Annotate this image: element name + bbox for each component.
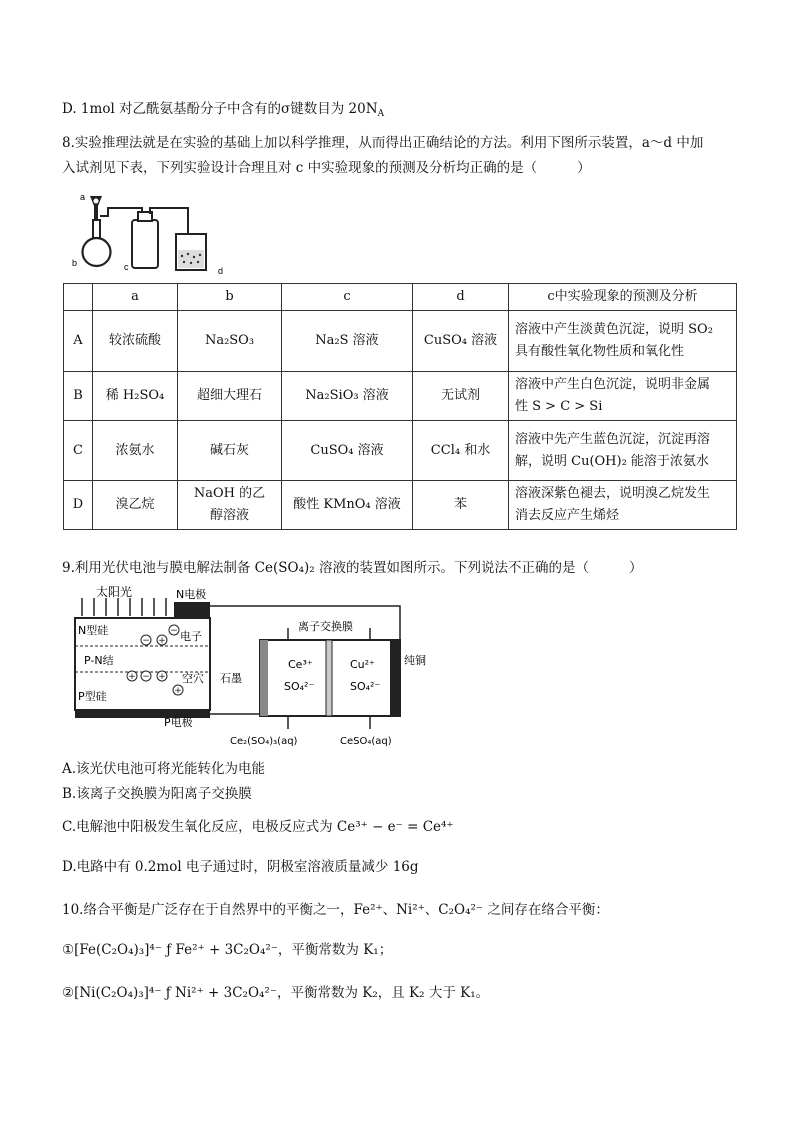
q9-option-b: B.该离子交换膜为阳离子交换膜 (62, 786, 252, 802)
row-option: D (64, 481, 93, 530)
cell-b: Na₂SO₃ (178, 311, 282, 372)
q8-stem-line2 (62, 156, 591, 176)
hole-label: 空穴 (182, 672, 204, 685)
cell-a: 稀 H₂SO₄ (93, 372, 178, 421)
header-b: b (178, 284, 282, 311)
cell-b: NaOH 的乙 醇溶液 (178, 481, 282, 530)
label-a: a (80, 192, 86, 202)
graphite-electrode (260, 640, 268, 716)
q9-stem (62, 556, 642, 576)
gas-washing-bottle (132, 220, 158, 268)
cu-ion-label: Cu²⁺ (350, 658, 375, 671)
cell-c: Na₂S 溶液 (282, 311, 413, 372)
cell-b: 碱石灰 (178, 421, 282, 481)
q7-option-d-text: D. 1mol 对乙酰氨基酚分子中含有的σ键数目为 20N (62, 101, 378, 117)
p-si-label: P型硅 (78, 690, 107, 703)
cell-c: CuSO₄ 溶液 (282, 421, 413, 481)
cell-a: 溴乙烷 (93, 481, 178, 530)
cell-analysis: 溶液中产生淡黄色沉淀，说明 SO₂ 具有酸性氧化物性质和氧化性 (509, 311, 737, 372)
cell-a: 浓氨水 (93, 421, 178, 481)
n-electrode-label: N电极 (176, 588, 207, 601)
header-c: c (282, 284, 413, 311)
cell-c: 酸性 KMnO₄ 溶液 (282, 481, 413, 530)
q10-equation-2: ②[Ni(C₂O₄)₃]⁴⁻ ƒ Ni²⁺ + 3C₂O₄²⁻，平衡常数为 K₂，且 K₂ 大于 K₁。 (62, 985, 490, 1001)
ion-exchange-membrane (326, 640, 332, 716)
cell-a: 较浓硫酸 (93, 311, 178, 372)
cell-analysis: 溶液中产生白色沉淀，说明非金属 性 S > C > Si (509, 372, 737, 421)
svg-text:+: + (128, 672, 136, 682)
table-header-row (64, 284, 737, 311)
flask-neck (93, 220, 100, 238)
label-c: c (124, 262, 129, 272)
q9-option-d: D.电路中有 0.2mol 电子通过时，阴极室溶液质量减少 16g (62, 859, 419, 875)
svg-text:+: + (158, 672, 166, 682)
cell-c: Na₂SiO₃ 溶液 (282, 372, 413, 421)
inlet-right-label: CeSO₄(aq) (340, 736, 392, 747)
cell-d: CCl₄ 和水 (413, 421, 509, 481)
round-bottom-flask (83, 238, 111, 266)
q8-apparatus-diagram (70, 186, 240, 276)
svg-text:−: − (142, 672, 150, 682)
svg-text:+: + (174, 686, 182, 696)
copper-label: 纯铜 (404, 654, 426, 667)
q9-option-a: A.该光伏电池可将光能转化为电能 (62, 761, 266, 777)
q10-equation-1: ①[Fe(C₂O₄)₃]⁴⁻ ƒ Fe²⁺ + 3C₂O₄²⁻，平衡常数为 K₁； (62, 942, 393, 958)
q8-reagent-table (63, 283, 737, 530)
sunlight-label: 太阳光 (96, 585, 133, 599)
electron-label: 电子 (180, 630, 202, 643)
q9-electrolysis-diagram (70, 584, 426, 749)
cell-d: 苯 (413, 481, 509, 530)
label-b: b (72, 258, 78, 268)
table-row (64, 311, 737, 372)
svg-text:+: + (158, 636, 166, 646)
header-d: d (413, 284, 509, 311)
membrane-label: 离子交换膜 (298, 620, 353, 633)
row-option: A (64, 311, 93, 372)
cell-analysis: 溶液深紫色褪去，说明溴乙烷发生 消去反应产生烯烃 (509, 481, 737, 530)
table-row (64, 372, 737, 421)
cell-d: CuSO₄ 溶液 (413, 311, 509, 372)
header-analysis: c中实验现象的预测及分析 (509, 284, 737, 311)
so4-left-label: SO₄²⁻ (284, 680, 315, 693)
p-electrode-label: P电极 (164, 716, 193, 729)
q7-option-d-sub: A (377, 109, 385, 119)
q8-stem-line1: 8.实验推理法就是在实验的基础上加以科学推理，从而得出正确结论的方法。利用下图所示装置，a～d 中加 (62, 135, 704, 151)
graphite-label: 石墨 (220, 672, 242, 685)
table-row (64, 421, 737, 481)
q7-option-d (62, 97, 384, 119)
so4-right-label: SO₄²⁻ (350, 680, 381, 693)
label-d: d (218, 266, 224, 276)
row-option: C (64, 421, 93, 481)
cell-d: 无试剂 (413, 372, 509, 421)
cell-analysis: 溶液中先产生蓝色沉淀，沉淀再溶 解，说明 Cu(OH)₂ 能溶于浓氨水 (509, 421, 737, 481)
header-a: a (93, 284, 178, 311)
svg-text:−: − (142, 636, 150, 646)
inlet-left-label: Ce₂(SO₄)₃(aq) (230, 736, 298, 747)
q9-option-c: C.电解池中阳极发生氧化反应，电极反应式为 Ce³⁺ − e⁻ = Ce⁴⁺ (62, 819, 454, 835)
cell-b: 超细大理石 (178, 372, 282, 421)
ce-ion-label: Ce³⁺ (288, 658, 313, 671)
q9-stem-close: ） (628, 560, 643, 576)
q8-stem-close: ） (577, 160, 591, 176)
copper-electrode (390, 640, 400, 716)
row-option: B (64, 372, 93, 421)
q10-stem: 10.络合平衡是广泛存在于自然界中的平衡之一，Fe²⁺、Ni²⁺、C₂O₄²⁻ 之间存在络合平衡： (62, 902, 609, 918)
table-row (64, 481, 737, 530)
svg-text:−: − (170, 626, 178, 636)
q9-stem-text: 9.利用光伏电池与膜电解法制备 Ce(SO₄)₂ 溶液的装置如图所示。下列说法不正确的是（ (62, 560, 589, 576)
header-blank (64, 284, 93, 311)
q8-stem-line2-text: 入试剂见下表，下列实验设计合理且对 c 中实验现象的预测及分析均正确的是（ (62, 160, 538, 176)
pn-label: P-N结 (84, 654, 114, 667)
n-si-label: N型硅 (78, 624, 109, 637)
n-electrode (174, 602, 210, 618)
